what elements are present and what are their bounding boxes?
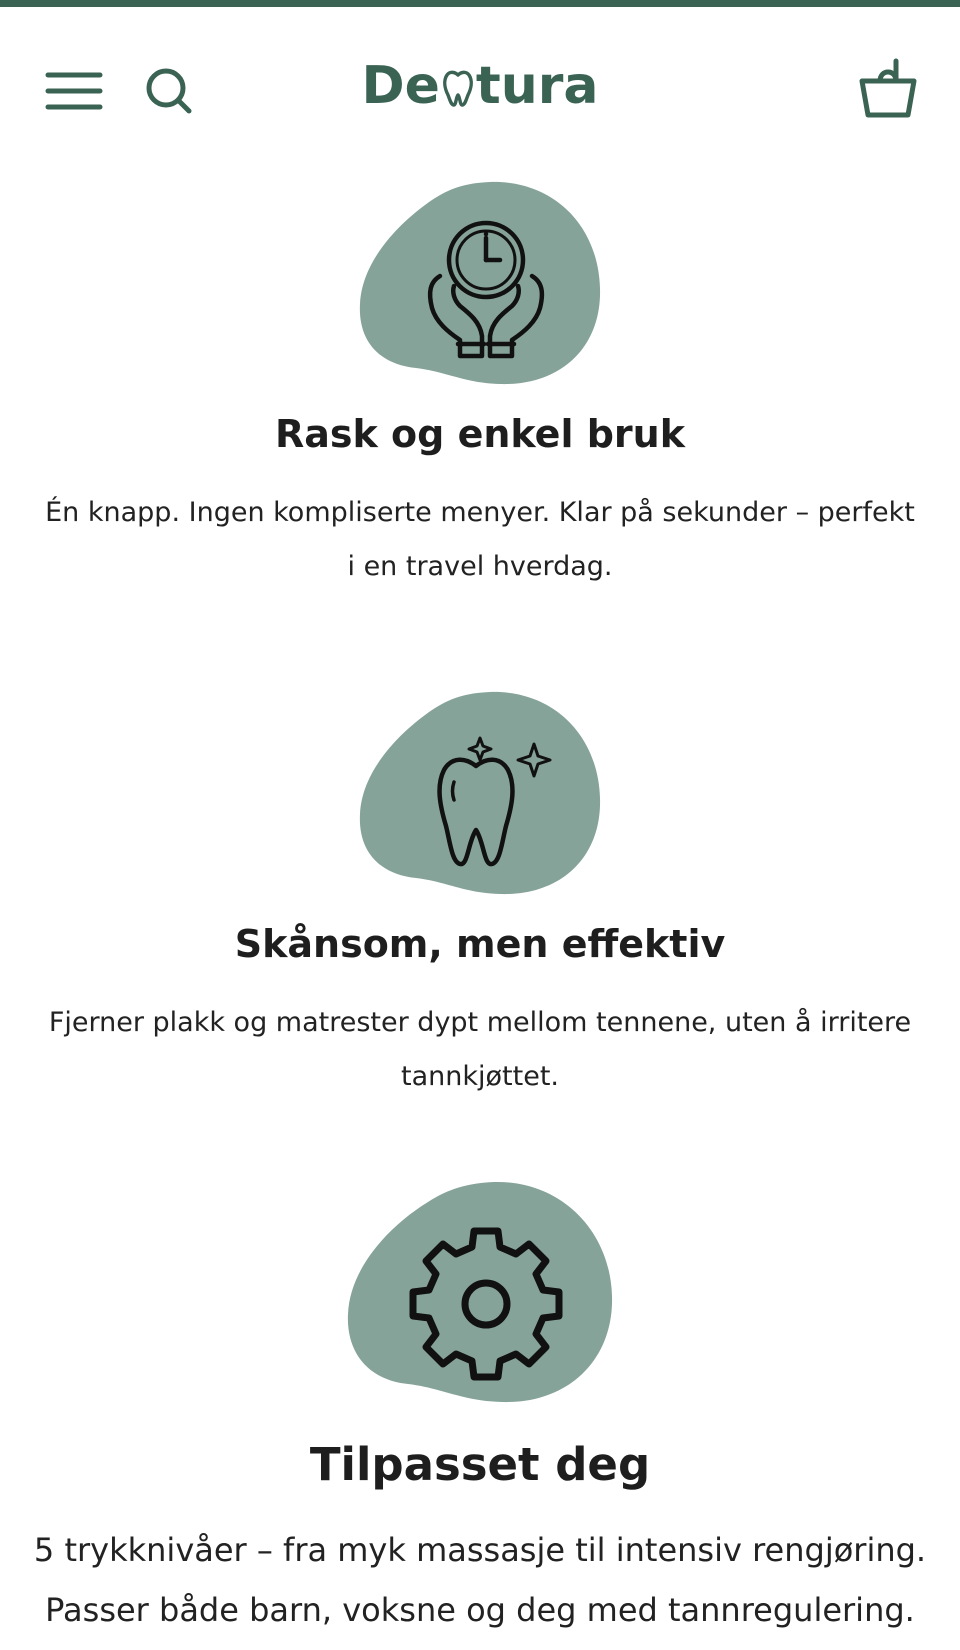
- feature-icon-blob: [356, 686, 604, 898]
- feature-title: Skånsom, men effektiv: [234, 922, 726, 966]
- feature-description: 5 trykknivåer – fra myk massasje til intensiv rengjøring. Passer både barn, voksne og deg med tannregulering.: [33, 1531, 927, 1629]
- feature-title: Rask og enkel bruk: [275, 412, 685, 456]
- site-logo[interactable]: [360, 53, 600, 119]
- basket-icon: [852, 55, 924, 125]
- feature-title: Tilpasset deg: [309, 1438, 651, 1491]
- logo-text-start: De: [361, 56, 440, 116]
- feature-description: Fjerner plakk og matrester dypt mellom tennene, uten å irritere tannkjøttet.: [48, 1007, 912, 1092]
- cart-button[interactable]: [852, 55, 924, 125]
- top-accent-bar: [0, 0, 960, 7]
- tooth-logo-icon: [441, 67, 475, 107]
- feature-icon-blob: [356, 176, 604, 388]
- hamburger-menu-icon: [42, 63, 106, 119]
- logo-text-end: tura: [475, 56, 599, 116]
- feature-icon-blob: [344, 1176, 616, 1408]
- feature-description: Én knapp. Ingen kompliserte menyer. Klar på sekunder – perfekt i en travel hverdag.: [45, 497, 915, 582]
- site-header: [0, 7, 960, 157]
- menu-button[interactable]: [42, 63, 106, 119]
- search-icon: [140, 61, 200, 121]
- search-button[interactable]: [140, 61, 200, 121]
